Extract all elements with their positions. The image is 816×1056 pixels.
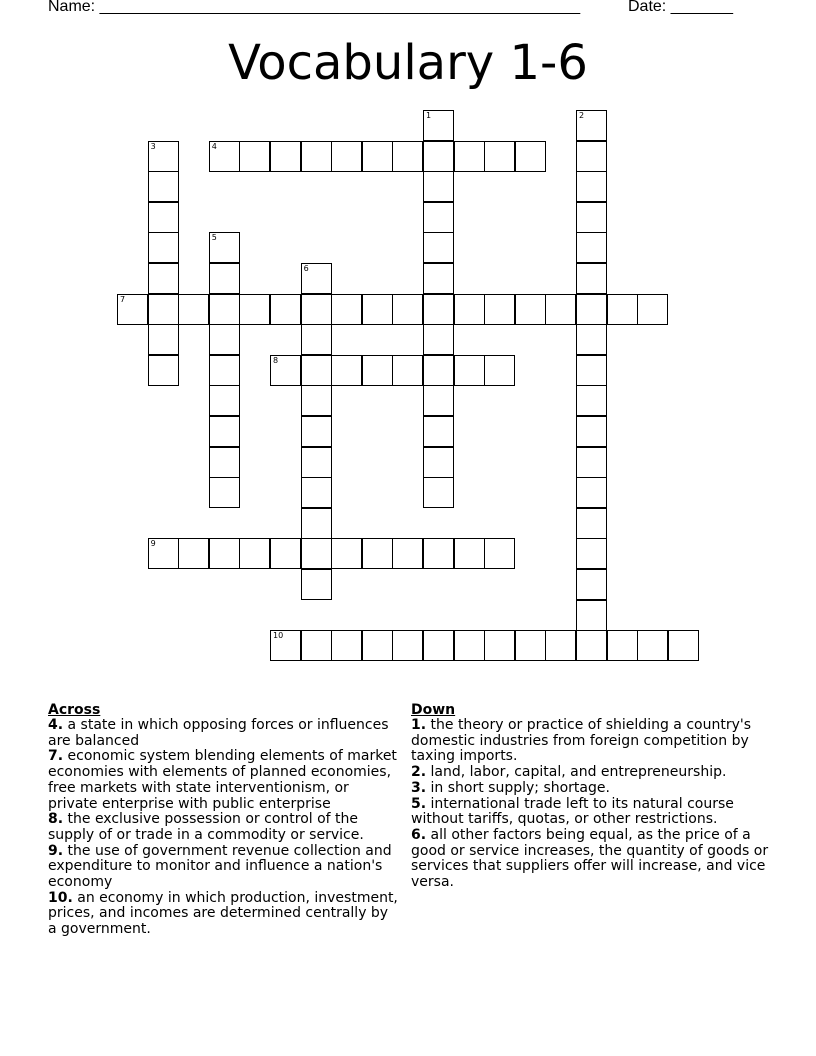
crossword-cell[interactable]	[270, 630, 301, 661]
crossword-cell[interactable]	[637, 630, 668, 661]
crossword-cell[interactable]	[576, 416, 607, 447]
crossword-cell[interactable]	[576, 110, 607, 141]
clue-text: a state in which opposing forces or influences are balanced	[48, 717, 389, 749]
crossword-cell[interactable]	[576, 630, 607, 661]
clue-number-label: 6	[303, 264, 309, 273]
clue-number-label: 8	[273, 355, 279, 365]
crossword-cell[interactable]	[607, 294, 638, 325]
crossword-cell[interactable]	[270, 294, 301, 325]
crossword-cell[interactable]	[392, 355, 423, 386]
clue-text: in short supply; shortage.	[430, 779, 610, 796]
crossword-cell[interactable]	[576, 538, 607, 569]
clue-number: 4.	[48, 717, 64, 733]
crossword-cell[interactable]	[331, 294, 362, 325]
clue-down-2	[411, 765, 773, 781]
crossword-cell[interactable]	[148, 263, 179, 294]
clue-text: international trade left to its natural course without tariffs, quotas, or other restrictions.	[411, 795, 734, 828]
crossword-cell[interactable]	[454, 294, 485, 325]
crossword-cell[interactable]	[484, 355, 515, 386]
crossword-cell[interactable]	[668, 630, 699, 661]
crossword-cell[interactable]	[576, 202, 607, 233]
clue-number: 7.	[48, 748, 64, 765]
crossword-cell[interactable]	[576, 294, 607, 325]
crossword-cell[interactable]	[301, 630, 332, 661]
crossword-cell[interactable]	[423, 263, 454, 294]
crossword-cell[interactable]	[239, 294, 270, 325]
crossword-cell[interactable]	[576, 355, 607, 386]
crossword-cell[interactable]	[545, 294, 576, 325]
crossword-cell[interactable]	[423, 294, 454, 325]
crossword-cell[interactable]	[209, 477, 240, 508]
page-title: Vocabulary 1-6	[228, 35, 588, 91]
crossword-cell[interactable]	[576, 569, 607, 600]
crossword-cell[interactable]	[209, 416, 240, 447]
clue-text: the theory or practice of shielding a country's domestic industries from foreign competition by taxing imports.	[411, 717, 752, 765]
crossword-cell[interactable]	[362, 538, 393, 569]
crossword-cell[interactable]	[239, 141, 270, 172]
crossword-cell[interactable]	[178, 294, 209, 325]
crossword-cell[interactable]	[576, 385, 607, 416]
crossword-cell[interactable]	[270, 141, 301, 172]
crossword-cell[interactable]	[423, 538, 454, 569]
crossword-cell[interactable]	[423, 477, 454, 508]
crossword-cell[interactable]	[301, 477, 332, 508]
crossword-cell[interactable]	[301, 141, 332, 172]
clue-number: 3.	[411, 779, 427, 796]
crossword-cell[interactable]	[423, 355, 454, 386]
clue-number-label: 4	[211, 141, 217, 151]
crossword-cell[interactable]	[209, 232, 240, 263]
crossword-cell[interactable]	[301, 538, 332, 569]
crossword-cell[interactable]	[209, 263, 240, 294]
crossword-cell[interactable]	[362, 294, 393, 325]
crossword-cell[interactable]	[209, 355, 240, 386]
clue-number: 5.	[411, 795, 427, 812]
crossword-cell[interactable]	[423, 447, 454, 478]
crossword-cell[interactable]	[576, 324, 607, 355]
crossword-cell[interactable]	[484, 630, 515, 661]
clue-down-1	[411, 718, 773, 765]
crossword-cell[interactable]	[515, 141, 546, 172]
crossword-cell[interactable]	[484, 141, 515, 172]
crossword-cell[interactable]	[148, 171, 179, 202]
crossword-cell[interactable]	[392, 141, 423, 172]
down-heading: Down	[411, 702, 456, 718]
crossword-cell[interactable]	[423, 416, 454, 447]
crossword-cell[interactable]	[576, 232, 607, 263]
clue-across-8	[48, 812, 400, 843]
clue-across-10	[48, 891, 400, 938]
crossword-cell[interactable]	[454, 630, 485, 661]
crossword-cell[interactable]	[362, 355, 393, 386]
clue-text: the exclusive possession or control of the supply of or trade in a commodity or service.	[48, 811, 364, 843]
crossword-cell[interactable]	[423, 232, 454, 263]
crossword-cell[interactable]	[301, 263, 332, 294]
crossword-cell[interactable]	[301, 569, 332, 600]
clue-text: the use of government revenue collection and expenditure to monitor and influence a nation's economy	[48, 842, 392, 891]
crossword-cell[interactable]	[576, 171, 607, 202]
crossword-cell[interactable]	[148, 141, 179, 172]
crossword-cell[interactable]	[545, 630, 576, 661]
clue-text: economic system blending elements of market economies with elements of planned economies, free markets with state interventionism, or private enterprise with public enterprise	[48, 748, 397, 812]
crossword-cell[interactable]	[423, 630, 454, 661]
crossword-cell[interactable]	[362, 141, 393, 172]
crossword-cell[interactable]	[423, 141, 454, 172]
crossword-cell[interactable]	[392, 538, 423, 569]
clue-number: 8.	[48, 811, 64, 828]
clue-across-4	[48, 718, 400, 749]
crossword-cell[interactable]	[576, 508, 607, 539]
clue-number: 6.	[411, 826, 427, 843]
crossword-cell[interactable]	[392, 630, 423, 661]
clue-number: 2.	[411, 764, 427, 781]
crossword-cell[interactable]	[301, 294, 332, 325]
crossword-cell[interactable]	[209, 447, 240, 478]
crossword-cell[interactable]	[454, 538, 485, 569]
crossword-cell[interactable]	[423, 385, 454, 416]
crossword-cell[interactable]	[484, 294, 515, 325]
crossword-cell[interactable]	[515, 630, 546, 661]
crossword-cell[interactable]	[331, 538, 362, 569]
clue-text: all other factors being equal, as the price of a good or service increases, the quantity of goods or services that suppliers offer will increase, and vice versa.	[411, 826, 769, 891]
crossword-cell[interactable]	[301, 324, 332, 355]
clue-text: land, labor, capital, and entrepreneurship.	[430, 764, 727, 781]
crossword-cell[interactable]	[209, 294, 240, 325]
across-heading: Across	[48, 702, 101, 718]
crossword-cell[interactable]	[148, 538, 179, 569]
crossword-cell[interactable]	[209, 538, 240, 569]
crossword-cell[interactable]	[270, 538, 301, 569]
crossword-cell[interactable]	[576, 600, 607, 631]
clue-number-label: 3	[150, 141, 156, 151]
crossword-cell[interactable]	[331, 141, 362, 172]
date-field[interactable]: Date: _______	[628, 0, 733, 15]
clue-across-9	[48, 844, 400, 891]
crossword-cell[interactable]	[576, 477, 607, 508]
crossword-cell[interactable]	[209, 141, 240, 172]
crossword-cell[interactable]	[331, 355, 362, 386]
crossword-cell[interactable]	[423, 171, 454, 202]
crossword-cell[interactable]	[301, 416, 332, 447]
crossword-cell[interactable]	[148, 355, 179, 386]
clue-number-label: 10	[273, 631, 284, 641]
crossword-cell[interactable]	[423, 202, 454, 233]
clue-number-label: 5	[211, 233, 217, 243]
crossword-cell[interactable]	[331, 630, 362, 661]
crossword-cell[interactable]	[209, 385, 240, 416]
crossword-cell[interactable]	[576, 263, 607, 294]
crossword-cell[interactable]	[607, 630, 638, 661]
across-clues	[48, 702, 400, 938]
crossword-cell[interactable]	[209, 324, 240, 355]
clue-number-label: 1	[426, 111, 432, 120]
clue-down-3	[411, 781, 773, 797]
crossword-cell[interactable]	[454, 141, 485, 172]
crossword-cell[interactable]	[301, 385, 332, 416]
crossword-cell[interactable]	[576, 141, 607, 172]
clue-down-5	[411, 797, 773, 828]
crossword-cell[interactable]	[270, 355, 301, 386]
down-clues	[411, 702, 773, 891]
crossword-cell[interactable]	[301, 447, 332, 478]
clue-number-label: 2	[579, 111, 585, 120]
crossword-cell[interactable]	[637, 294, 668, 325]
clue-number-label: 7	[120, 294, 126, 304]
crossword-cell[interactable]	[178, 538, 209, 569]
crossword-cell[interactable]	[148, 294, 179, 325]
crossword-cell[interactable]	[148, 202, 179, 233]
crossword-cell[interactable]	[117, 294, 148, 325]
clue-number: 10.	[48, 889, 73, 906]
crossword-cell[interactable]	[301, 508, 332, 539]
crossword-cell[interactable]	[362, 630, 393, 661]
clue-number: 9.	[48, 842, 64, 859]
crossword-cell[interactable]	[301, 355, 332, 386]
clue-down-6	[411, 828, 773, 891]
clue-number: 1.	[411, 717, 427, 733]
crossword-cell[interactable]	[576, 447, 607, 478]
crossword-cell[interactable]	[454, 355, 485, 386]
clue-number-label: 9	[150, 539, 156, 549]
crossword-cell[interactable]	[392, 294, 423, 325]
crossword-cell[interactable]	[423, 324, 454, 355]
name-field[interactable]: Name: ______________________________________________________	[48, 0, 581, 15]
crossword-cell[interactable]	[239, 538, 270, 569]
crossword-cell[interactable]	[148, 324, 179, 355]
crossword-cell[interactable]	[148, 232, 179, 263]
crossword-cell[interactable]	[515, 294, 546, 325]
crossword-cell[interactable]	[484, 538, 515, 569]
crossword-cell[interactable]	[423, 110, 454, 141]
clue-across-7	[48, 749, 400, 812]
clue-text: an economy in which production, investment, prices, and incomes are determined centrally by a government.	[48, 889, 398, 938]
